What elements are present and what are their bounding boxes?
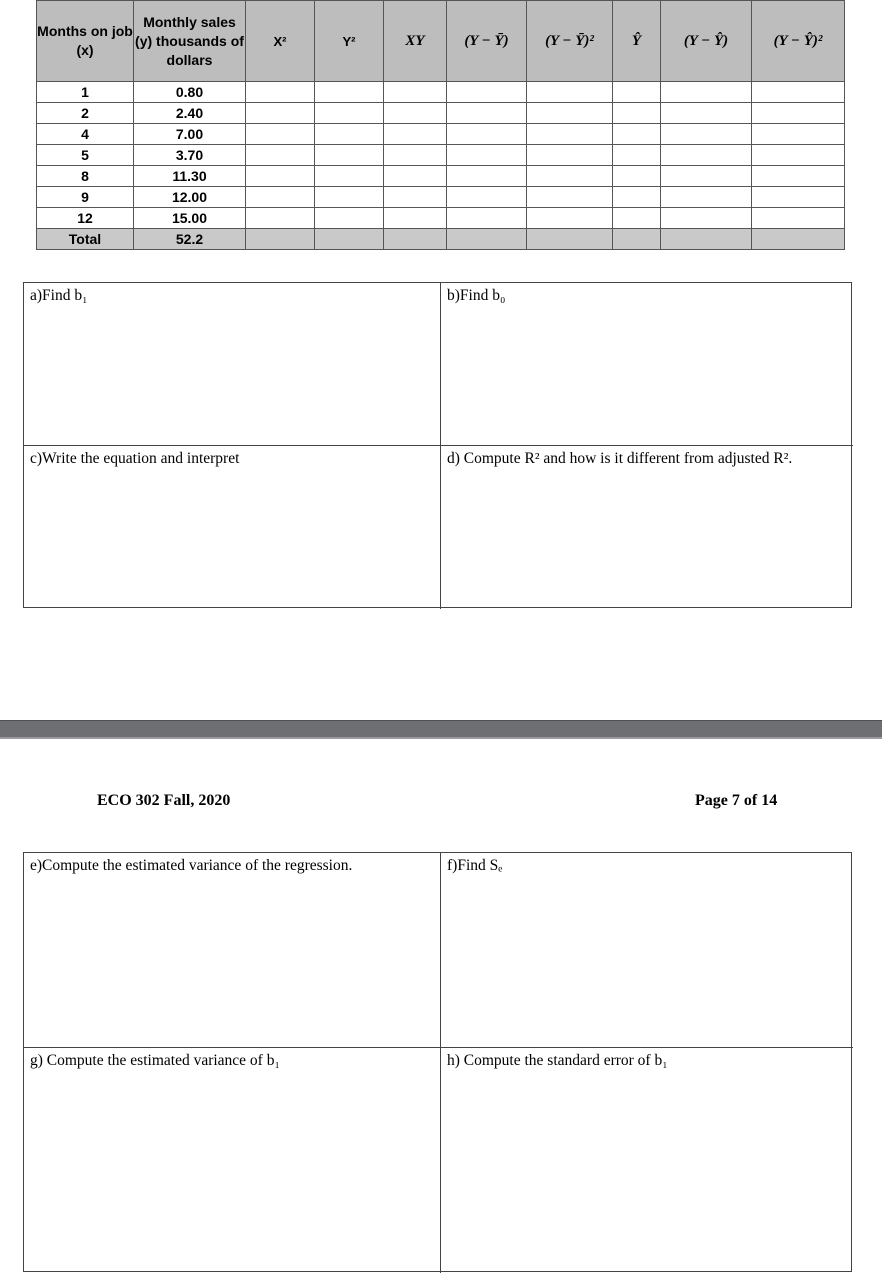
table-row [37,166,845,187]
cell-xy[interactable] [384,82,447,103]
cell-dev-sq[interactable] [527,166,613,187]
cell-yhat[interactable] [613,103,661,124]
cell-resid-sq[interactable] [752,208,845,229]
table-row [37,145,845,166]
header-deviation: (Y − Ȳ) [447,1,527,82]
cell-resid-sq[interactable] [752,124,845,145]
cell-y2[interactable] [315,166,384,187]
total-yhat[interactable] [613,229,661,250]
header-months: Months on job (x) [37,1,134,82]
page-break-edge [0,737,882,739]
cell-dev[interactable] [447,208,527,229]
total-x2[interactable] [246,229,315,250]
cell-x2[interactable] [246,187,315,208]
cell-xy[interactable] [384,124,447,145]
cell-dev-sq[interactable] [527,103,613,124]
cell-y: 12.00 [134,187,246,208]
cell-y: 15.00 [134,208,246,229]
cell-resid[interactable] [661,166,752,187]
cell-yhat[interactable] [613,187,661,208]
question-e-label: e)Compute the estimated variance of the regression. [30,857,353,874]
cell-y2[interactable] [315,103,384,124]
cell-xy[interactable] [384,187,447,208]
cell-x: 1 [37,82,134,103]
header-x2: X² [246,1,315,82]
cell-x2[interactable] [246,166,315,187]
cell-yhat[interactable] [613,124,661,145]
header-residual: (Y − Ŷ) [661,1,752,82]
total-y: 52.2 [134,229,246,250]
page-number: Page 7 of 14 [695,792,778,809]
question-a-label: a)Find b₁ [30,287,88,304]
cell-dev[interactable] [447,187,527,208]
question-f-label: f)Find Sₑ [447,857,503,874]
cell-dev-sq[interactable] [527,208,613,229]
cell-y2[interactable] [315,82,384,103]
cell-yhat[interactable] [613,208,661,229]
table-row [37,187,845,208]
answer-box-h[interactable] [441,1048,853,1273]
question-d-label: d) Compute R² and how is it different from adjusted R². [447,450,793,467]
cell-x2[interactable] [246,145,315,166]
cell-resid[interactable] [661,208,752,229]
cell-y2[interactable] [315,145,384,166]
cell-y: 2.40 [134,103,246,124]
answer-grid-page2 [23,852,852,1272]
cell-xy[interactable] [384,103,447,124]
answer-box-c[interactable] [24,446,441,609]
cell-xy[interactable] [384,166,447,187]
cell-x: 4 [37,124,134,145]
cell-resid[interactable] [661,103,752,124]
cell-xy[interactable] [384,145,447,166]
cell-y: 11.30 [134,166,246,187]
answer-box-f[interactable] [441,853,853,1048]
total-y2[interactable] [315,229,384,250]
answer-box-a[interactable] [24,283,441,446]
cell-y: 7.00 [134,124,246,145]
cell-resid[interactable] [661,124,752,145]
table-row [37,208,845,229]
cell-resid-sq[interactable] [752,145,845,166]
cell-x: 12 [37,208,134,229]
cell-x: 9 [37,187,134,208]
cell-dev[interactable] [447,124,527,145]
cell-dev-sq[interactable] [527,187,613,208]
total-dev-sq[interactable] [527,229,613,250]
cell-y: 0.80 [134,82,246,103]
answer-box-b[interactable] [441,283,853,446]
cell-x: 5 [37,145,134,166]
table-row [37,124,845,145]
header-residual-squared: (Y − Ŷ)² [752,1,845,82]
cell-xy[interactable] [384,208,447,229]
table-header-row [37,1,845,82]
question-g-label: g) Compute the estimated variance of b₁ [30,1052,280,1069]
answer-box-e[interactable] [24,853,441,1048]
total-dev[interactable] [447,229,527,250]
cell-y2[interactable] [315,124,384,145]
cell-resid-sq[interactable] [752,103,845,124]
answer-grid-page1 [23,282,852,608]
question-c-label: c)Write the equation and interpret [30,450,240,467]
course-header: ECO 302 Fall, 2020 [97,792,231,809]
header-y-hat: Ŷ [613,1,661,82]
cell-dev[interactable] [447,145,527,166]
cell-x2[interactable] [246,208,315,229]
cell-resid[interactable] [661,187,752,208]
regression-worksheet-table [36,0,845,250]
answer-box-d[interactable] [441,446,853,609]
table-total-row [37,229,845,250]
cell-dev-sq[interactable] [527,145,613,166]
cell-yhat[interactable] [613,82,661,103]
cell-x2[interactable] [246,103,315,124]
total-label: Total [37,229,134,250]
table-row [37,103,845,124]
cell-resid-sq[interactable] [752,166,845,187]
header-xy: XY [384,1,447,82]
cell-dev[interactable] [447,166,527,187]
cell-yhat[interactable] [613,145,661,166]
header-y2: Y² [315,1,384,82]
header-sales: Monthly sales (y) thousands of dollars [134,1,246,82]
cell-resid-sq[interactable] [752,82,845,103]
cell-x2[interactable] [246,124,315,145]
cell-x: 8 [37,166,134,187]
cell-resid[interactable] [661,82,752,103]
total-resid-sq[interactable] [752,229,845,250]
question-b-label: b)Find b₀ [447,287,506,304]
cell-y2[interactable] [315,208,384,229]
cell-dev-sq[interactable] [527,124,613,145]
answer-box-g[interactable] [24,1048,441,1273]
cell-y2[interactable] [315,187,384,208]
cell-x2[interactable] [246,82,315,103]
cell-dev-sq[interactable] [527,82,613,103]
cell-resid-sq[interactable] [752,187,845,208]
cell-dev[interactable] [447,82,527,103]
table-row [37,82,845,103]
header-deviation-squared: (Y − Ȳ)² [527,1,613,82]
total-resid[interactable] [661,229,752,250]
total-xy[interactable] [384,229,447,250]
question-h-label: h) Compute the standard error of b₁ [447,1052,668,1069]
cell-dev[interactable] [447,103,527,124]
cell-resid[interactable] [661,145,752,166]
cell-y: 3.70 [134,145,246,166]
cell-yhat[interactable] [613,166,661,187]
cell-x: 2 [37,103,134,124]
